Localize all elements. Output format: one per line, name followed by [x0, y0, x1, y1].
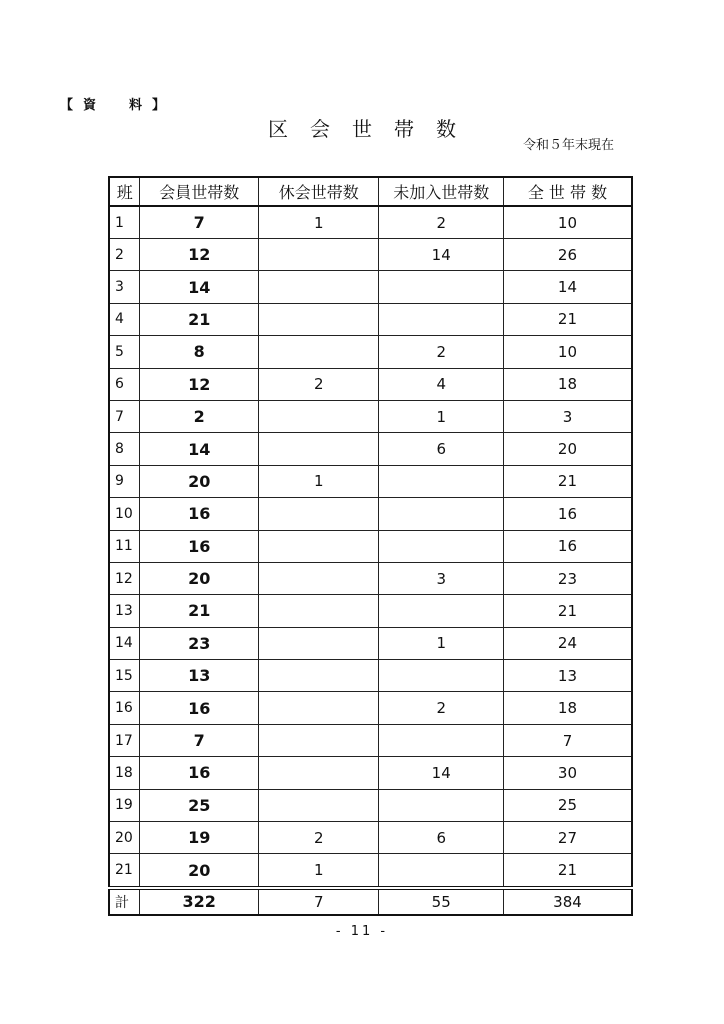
suspended-cell: 2: [259, 368, 379, 400]
total-cell: 16: [503, 498, 632, 530]
unjoined-cell: 3: [379, 562, 503, 594]
suspended-cell: [259, 692, 379, 724]
members-cell: 21: [140, 303, 259, 335]
members-cell: 12: [140, 368, 259, 400]
household-table: [108, 176, 633, 916]
group-number: 6: [109, 368, 140, 400]
page-number: - 11 -: [335, 924, 389, 939]
table-row: [109, 627, 632, 659]
group-number: 13: [109, 595, 140, 627]
members-cell: 20: [140, 465, 259, 497]
column-header-suspended: 休会世帯数: [259, 177, 379, 206]
column-header-members: 会員世帯数: [140, 177, 259, 206]
members-cell: 20: [140, 854, 259, 888]
total-cell: 23: [503, 562, 632, 594]
table-row: [109, 822, 632, 854]
total-cell: 18: [503, 368, 632, 400]
table-row: [109, 530, 632, 562]
members-cell: 16: [140, 498, 259, 530]
members-cell: 21: [140, 595, 259, 627]
suspended-cell: [259, 433, 379, 465]
total-cell: 21: [503, 465, 632, 497]
total-cell: 16: [503, 530, 632, 562]
table-row: [109, 239, 632, 271]
group-number: 17: [109, 724, 140, 756]
suspended-cell: 1: [259, 206, 379, 239]
total-cell: 30: [503, 757, 632, 789]
suspended-cell: [259, 627, 379, 659]
unjoined-cell: [379, 724, 503, 756]
suspended-cell: [259, 595, 379, 627]
unjoined-cell: [379, 271, 503, 303]
total-cell: 10: [503, 206, 632, 239]
group-number: 9: [109, 465, 140, 497]
group-number: 15: [109, 660, 140, 692]
unjoined-cell: 14: [379, 239, 503, 271]
group-number: 1: [109, 206, 140, 239]
members-cell: 13: [140, 660, 259, 692]
unjoined-cell: 2: [379, 336, 503, 368]
group-number: 5: [109, 336, 140, 368]
table-row: [109, 400, 632, 432]
suspended-cell: [259, 724, 379, 756]
group-number: 19: [109, 789, 140, 821]
total-suspended: 7: [259, 888, 379, 915]
unjoined-cell: 6: [379, 822, 503, 854]
unjoined-cell: [379, 303, 503, 335]
unjoined-cell: 4: [379, 368, 503, 400]
total-cell: 3: [503, 400, 632, 432]
table-row: [109, 433, 632, 465]
table-row: [109, 498, 632, 530]
total-row: [109, 888, 632, 915]
table-row: [109, 757, 632, 789]
group-number: 12: [109, 562, 140, 594]
group-number: 16: [109, 692, 140, 724]
total-cell: 25: [503, 789, 632, 821]
suspended-cell: 2: [259, 822, 379, 854]
members-cell: 2: [140, 400, 259, 432]
total-cell: 13: [503, 660, 632, 692]
unjoined-cell: 2: [379, 206, 503, 239]
table-row: [109, 368, 632, 400]
suspended-cell: [259, 757, 379, 789]
table-row: [109, 465, 632, 497]
table-row: [109, 789, 632, 821]
total-total: 384: [503, 888, 632, 915]
table-row: [109, 595, 632, 627]
table-row: [109, 303, 632, 335]
unjoined-cell: 1: [379, 627, 503, 659]
members-cell: 16: [140, 530, 259, 562]
table-row: [109, 271, 632, 303]
members-cell: 16: [140, 692, 259, 724]
suspended-cell: [259, 400, 379, 432]
group-number: 4: [109, 303, 140, 335]
page-title: 区会世帯数: [268, 117, 478, 141]
suspended-cell: [259, 271, 379, 303]
total-cell: 27: [503, 822, 632, 854]
group-number: 14: [109, 627, 140, 659]
suspended-cell: [259, 498, 379, 530]
unjoined-cell: [379, 854, 503, 888]
total-cell: 10: [503, 336, 632, 368]
column-header-total: 全 世 帯 数: [503, 177, 632, 206]
total-cell: 20: [503, 433, 632, 465]
unjoined-cell: [379, 465, 503, 497]
total-cell: 24: [503, 627, 632, 659]
table-row: [109, 562, 632, 594]
suspended-cell: [259, 336, 379, 368]
total-cell: 26: [503, 239, 632, 271]
group-number: 2: [109, 239, 140, 271]
table-row: [109, 336, 632, 368]
as-of-date: 令和５年末現在: [522, 138, 614, 153]
group-number: 20: [109, 822, 140, 854]
suspended-cell: [259, 562, 379, 594]
unjoined-cell: 14: [379, 757, 503, 789]
table-row: [109, 206, 632, 239]
unjoined-cell: 6: [379, 433, 503, 465]
suspended-cell: [259, 789, 379, 821]
unjoined-cell: [379, 530, 503, 562]
members-cell: 25: [140, 789, 259, 821]
unjoined-cell: 2: [379, 692, 503, 724]
table-row: [109, 660, 632, 692]
group-number: 7: [109, 400, 140, 432]
column-header-group: 班: [109, 177, 140, 206]
group-number: 11: [109, 530, 140, 562]
group-number: 10: [109, 498, 140, 530]
total-unjoined: 55: [379, 888, 503, 915]
members-cell: 8: [140, 336, 259, 368]
table-row: [109, 692, 632, 724]
total-cell: 21: [503, 854, 632, 888]
table-header-row: [109, 177, 632, 206]
group-number: 21: [109, 854, 140, 888]
members-cell: 23: [140, 627, 259, 659]
table-row: [109, 724, 632, 756]
group-number: 8: [109, 433, 140, 465]
suspended-cell: [259, 239, 379, 271]
column-header-unjoined: 未加入世帯数: [379, 177, 503, 206]
group-number: 18: [109, 757, 140, 789]
suspended-cell: [259, 660, 379, 692]
members-cell: 19: [140, 822, 259, 854]
suspended-cell: [259, 303, 379, 335]
members-cell: 7: [140, 724, 259, 756]
suspended-cell: [259, 530, 379, 562]
total-cell: 14: [503, 271, 632, 303]
group-number: 3: [109, 271, 140, 303]
total-cell: 18: [503, 692, 632, 724]
unjoined-cell: 1: [379, 400, 503, 432]
unjoined-cell: [379, 660, 503, 692]
suspended-cell: 1: [259, 465, 379, 497]
members-cell: 16: [140, 757, 259, 789]
unjoined-cell: [379, 789, 503, 821]
total-label: 計: [109, 888, 140, 915]
total-members: 322: [140, 888, 259, 915]
unjoined-cell: [379, 498, 503, 530]
members-cell: 14: [140, 271, 259, 303]
members-cell: 7: [140, 206, 259, 239]
unjoined-cell: [379, 595, 503, 627]
members-cell: 12: [140, 239, 259, 271]
document-label: 【資 料】: [60, 98, 176, 113]
total-cell: 21: [503, 595, 632, 627]
total-cell: 21: [503, 303, 632, 335]
members-cell: 14: [140, 433, 259, 465]
suspended-cell: 1: [259, 854, 379, 888]
members-cell: 20: [140, 562, 259, 594]
total-cell: 7: [503, 724, 632, 756]
table-row: [109, 854, 632, 888]
